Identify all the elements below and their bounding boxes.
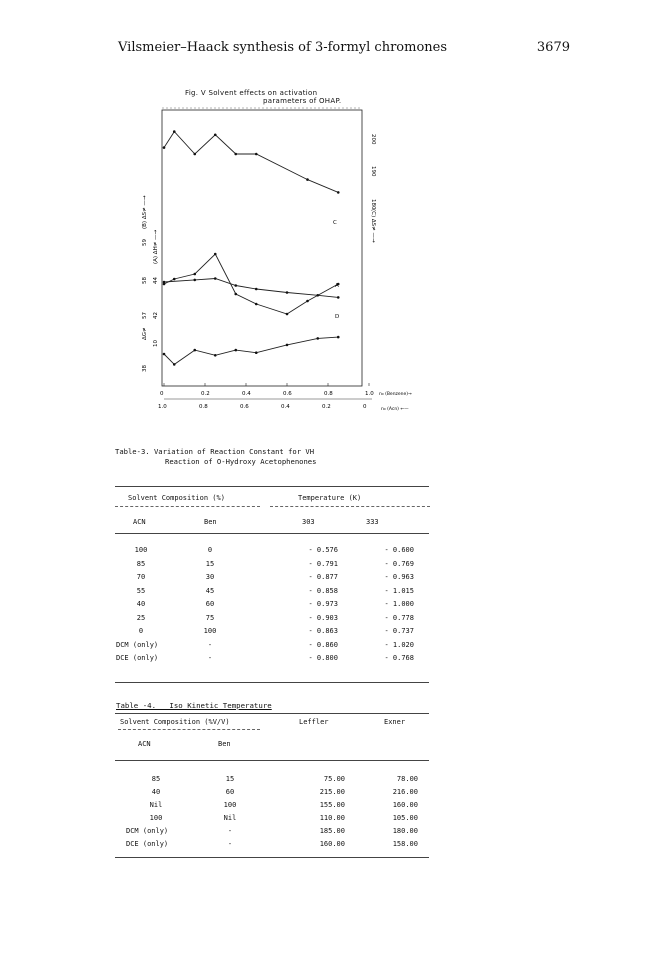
table3-cell: - 0.769 (384, 559, 414, 568)
x-tick-label-top: 0.8 (324, 391, 333, 397)
x-tick-label-bottom: 0.8 (199, 404, 208, 410)
table3-cell: 15 (205, 559, 215, 568)
table3-cell: DCM (only) (116, 640, 159, 649)
series-point-A (306, 300, 309, 303)
table3-group-left: Solvent Composition (%) (128, 494, 225, 502)
series-point-A (255, 303, 258, 306)
series-point-C (193, 153, 196, 156)
x-tick-label-bottom: 0.4 (281, 404, 290, 410)
series-line-C (164, 132, 338, 193)
table4-cell: Nil (223, 814, 237, 822)
series-point-D (337, 336, 340, 339)
table4-bottom-rule (115, 857, 429, 858)
table3-cell: - 0.778 (384, 613, 414, 622)
x-tick-label-top: 0.6 (283, 391, 292, 397)
series-point-C (214, 134, 217, 137)
table4-header-rule (115, 760, 429, 761)
table4-header-acn: ACN (138, 740, 151, 748)
table3-cell: - 0.576 (308, 546, 338, 554)
right-axis-label: (C) ΔS≠ —→ (370, 209, 376, 243)
table4-group-left: Solvent Composition (%V/V) (120, 718, 230, 726)
table3-header-acn: ACN (133, 518, 146, 526)
table4-cell: 180.00 (392, 827, 418, 835)
right-axis-tick: 190 (370, 166, 376, 177)
series-label-C: C (333, 220, 337, 226)
running-title: Vilsmeier–Haack synthesis of 3-formyl chromones (118, 40, 448, 55)
table4-cell: 160.00 (392, 801, 418, 809)
table3-cell: 100 (134, 546, 148, 554)
table4-cell: 15 (225, 775, 235, 783)
series-point-B (193, 279, 196, 282)
series-point-A (286, 313, 289, 316)
table3-cell: - 0.600 (384, 546, 414, 554)
table4-cell: 85 (151, 775, 161, 783)
series-point-D (163, 353, 166, 356)
table3-cell: 0 (138, 627, 144, 635)
table4-col-leffler: Leffler (299, 718, 329, 726)
table3-cell: 0 (207, 546, 213, 554)
series-point-C (306, 178, 309, 181)
x-tick-label-top: 0 (160, 391, 164, 397)
table3-cell: 60 (205, 600, 215, 608)
series-point-D (255, 351, 258, 354)
series-point-B (286, 291, 289, 294)
series-point-D (214, 354, 217, 357)
left-axis-inner-tick: (A) ΔH≠ —→ (153, 229, 159, 264)
left-axis-inner-tick: 10 (153, 340, 159, 347)
table4-cell: 75.00 (323, 775, 345, 783)
series-point-C (234, 153, 237, 156)
table3-caption-line2: Reaction of O-Hydroxy Acetophenones (165, 457, 317, 466)
series-point-D (193, 349, 196, 352)
table4-cell: 78.00 (396, 775, 418, 783)
figure-caption-line2: parameters of OHAP. (263, 97, 342, 105)
series-label-A: A (335, 283, 339, 289)
x-tick-label-top: 0.2 (201, 391, 210, 397)
table4-cell: DCM (only) (126, 827, 169, 835)
series-point-B (234, 284, 237, 287)
x-label-bottom: n₀ (Acn) ←— (381, 407, 409, 412)
series-point-A (173, 278, 176, 281)
table4-cell: 185.00 (319, 827, 345, 835)
table3-cell: 70 (136, 573, 146, 581)
table3-cell: 40 (136, 600, 146, 608)
x-tick-label-bottom: 1.0 (158, 404, 167, 410)
table4-cell: 40 (151, 788, 161, 796)
series-point-A (234, 293, 237, 296)
table3-cell: 100 (203, 627, 217, 635)
table3-group-right: Temperature (K) (298, 494, 362, 502)
right-axis-tick: 180 (370, 199, 376, 210)
series-point-B (316, 294, 319, 297)
table4-cell: 110.00 (319, 814, 345, 822)
table4-cell: 215.00 (319, 788, 345, 796)
table3-header-rule (115, 533, 429, 534)
figure-caption (185, 89, 341, 105)
x-tick-label-top: 1.0 (365, 391, 374, 397)
plot-labels (142, 134, 412, 412)
table3-cell: - 0.800 (308, 654, 338, 662)
series-point-B (214, 277, 217, 280)
table4-cell: 105.00 (392, 814, 418, 822)
table3-cell: - 0.860 (308, 640, 338, 649)
series-line-D (164, 337, 338, 364)
table4-dash (118, 729, 260, 730)
table3-cell: - 0.768 (384, 654, 414, 662)
table3-cell: 85 (136, 559, 146, 568)
table3-cell: 75 (205, 613, 215, 622)
x-tick-label-top: 0.4 (242, 391, 251, 397)
x-label-top: n₀ (Benzene)→ (379, 392, 412, 397)
table3-cell: - 0.903 (308, 613, 338, 622)
x-tick-label-bottom: 0.2 (322, 404, 331, 410)
table3-cell: - 1.000 (384, 600, 414, 608)
table4-caption: Table -4. Iso Kinetic Temperature (116, 701, 272, 710)
table3-cell: - 0.973 (308, 600, 338, 608)
table3-cell: - 1.015 (384, 586, 414, 595)
x-tick-label-bottom: 0 (363, 404, 367, 410)
table4-header-ben: Ben (218, 740, 231, 748)
table4-col-exner: Exner (384, 718, 406, 726)
series-point-C (173, 130, 176, 133)
table4-cell: 158.00 (392, 840, 418, 848)
series-point-B (163, 281, 166, 284)
series-point-D (234, 349, 237, 352)
table4-cell: Nil (149, 801, 163, 809)
table3-cell: 55 (136, 586, 146, 595)
table3-header-303: 303 (302, 518, 315, 526)
series-point-C (337, 191, 340, 194)
plot-curves (163, 130, 340, 365)
table4-top-rule (115, 713, 429, 714)
table3-cell: - 0.858 (308, 586, 338, 595)
series-point-D (173, 363, 176, 366)
table3-cell: - 0.877 (308, 573, 338, 581)
x-tick-label-bottom: 0.6 (240, 404, 249, 410)
series-point-C (255, 153, 258, 156)
table3-cell: - 0.963 (384, 573, 414, 581)
table3-bottom-rule (115, 682, 429, 683)
series-point-C (163, 146, 166, 149)
left-axis-inner-tick: 44 (153, 277, 159, 284)
table3-cell: - 0.791 (308, 559, 338, 568)
series-point-B (255, 288, 258, 291)
table3-header-ben: Ben (204, 518, 217, 526)
plot-frame (162, 108, 372, 399)
table4-cell: - (227, 840, 233, 848)
series-point-B (337, 296, 340, 299)
series-line-A (164, 254, 338, 314)
table3-header-333: 333 (366, 518, 379, 526)
table4-cell: - (227, 827, 233, 835)
table4-cell: 100 (223, 801, 237, 809)
table3-cell: - 0.737 (384, 627, 414, 635)
table4-cell: DCE (only) (126, 840, 169, 848)
table3-cell: - (207, 640, 213, 649)
table3-caption-line1: Table-3. Variation of Reaction Constant for VH (115, 447, 315, 456)
left-axis-label-b: (B) ΔS≠ —→ (142, 195, 148, 229)
table3-cell: - 0.863 (308, 627, 338, 635)
table3-dash-left (115, 506, 260, 507)
table4-cell: 216.00 (392, 788, 418, 796)
table4-cell: 100 (149, 814, 163, 822)
series-point-D (286, 344, 289, 347)
series-line-B (164, 279, 338, 298)
table3-cell: 30 (205, 573, 215, 581)
table3-cell: 25 (136, 613, 146, 622)
right-axis-tick: 200 (370, 134, 376, 145)
left-axis-outer-tick: 59 (142, 239, 148, 246)
series-point-A (193, 273, 196, 276)
left-axis-outer-tick: ΔG≠ (142, 327, 148, 340)
table3-dash-right (270, 506, 430, 507)
table3-top-rule (115, 486, 429, 487)
series-label-D: D (335, 314, 340, 320)
left-axis-outer-tick: 38 (142, 365, 148, 372)
table3-caption (115, 447, 316, 467)
table3-cell: 45 (205, 586, 215, 595)
table3-cell: - (207, 654, 213, 662)
page-number: 3679 (536, 40, 570, 55)
left-axis-inner-tick: 42 (153, 312, 159, 319)
left-axis-outer-tick: 57 (142, 312, 148, 319)
series-point-A (214, 253, 217, 256)
table4-cell: 155.00 (319, 801, 345, 809)
table4-cell: 60 (225, 788, 235, 796)
table3-cell: - 1.020 (384, 640, 414, 649)
left-axis-outer-tick: 58 (142, 277, 148, 284)
table4-cell: 160.00 (319, 840, 345, 848)
figure-caption-line1: Fig. V Solvent effects on activation (185, 89, 318, 97)
series-point-D (316, 337, 319, 340)
table3-cell: DCE (only) (116, 654, 159, 662)
figure-plot (130, 104, 412, 424)
